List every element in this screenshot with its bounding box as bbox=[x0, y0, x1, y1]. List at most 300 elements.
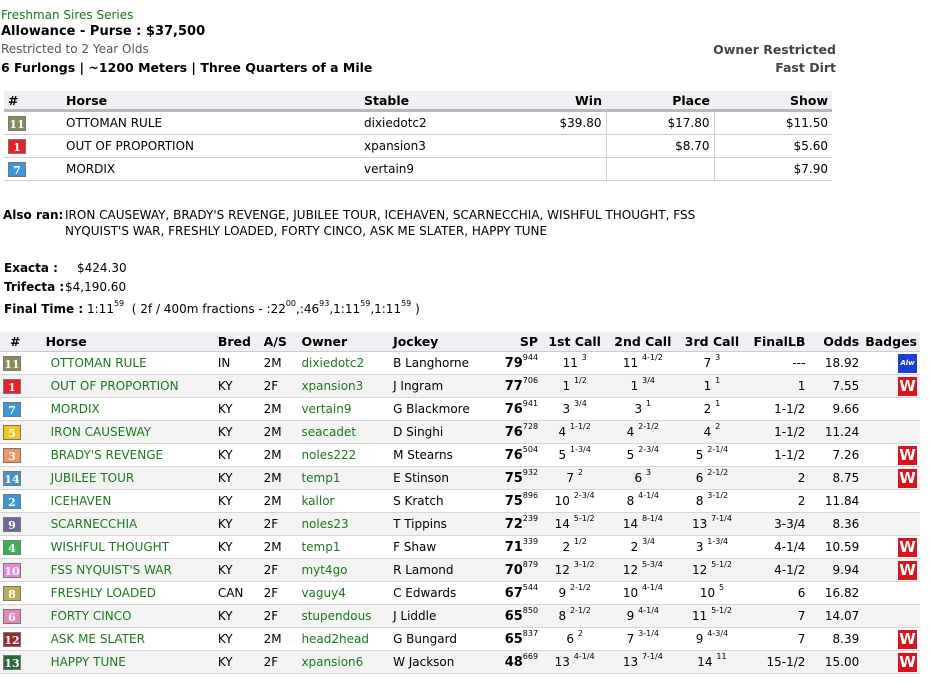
horse-bred: KY bbox=[215, 490, 261, 513]
fraction3: ,1:11 bbox=[329, 302, 361, 316]
third-call-place: 2 bbox=[703, 402, 712, 416]
post-position-badge: 8 bbox=[3, 586, 21, 601]
first-call-place: 2 bbox=[562, 540, 571, 554]
horse-age-sex: 2F bbox=[261, 651, 299, 674]
speed-points bbox=[493, 467, 541, 490]
chart-col-badges: Badges bbox=[862, 332, 920, 352]
winner-badge: W bbox=[899, 652, 916, 671]
third-call-position bbox=[677, 513, 746, 536]
badges-cell bbox=[862, 513, 920, 536]
second-call-position bbox=[608, 605, 677, 628]
chart-cell-pp bbox=[0, 536, 43, 559]
badges-cell bbox=[862, 605, 920, 628]
horse-name-link[interactable]: OUT OF PROPORTION bbox=[43, 375, 215, 398]
race-series-link[interactable]: Freshman Sires Series bbox=[1, 8, 134, 22]
first-call-place: 13 bbox=[554, 655, 570, 669]
second-call-place: 3 bbox=[634, 402, 643, 416]
horse-name-link[interactable]: SCARNECCHIA bbox=[43, 513, 215, 536]
second-call-place: 9 bbox=[626, 609, 635, 623]
horse-name-link[interactable]: FRESHLY LOADED bbox=[43, 582, 215, 605]
second-call-position bbox=[608, 490, 677, 513]
owner-name-link[interactable]: kallor bbox=[298, 490, 390, 513]
speed-points bbox=[493, 398, 541, 421]
first-call-lengths: 1-1/2 bbox=[569, 422, 591, 431]
chart-col-bred: Bred bbox=[215, 332, 261, 352]
post-position-badge: 4 bbox=[3, 540, 21, 555]
race-type: Allowance - Purse : $37,500 bbox=[1, 24, 206, 39]
badges-cell bbox=[862, 628, 920, 651]
winner-badge: W bbox=[899, 537, 916, 556]
owner-name-link[interactable]: dixiedotc2 bbox=[298, 352, 390, 375]
horse-name-link[interactable]: FORTY CINCO bbox=[43, 605, 215, 628]
also-ran-list-line1: IRON CAUSEWAY, BRADY'S REVENGE, JUBILEE TOUR, ICEHAVEN, SCARNECCHIA, WISHFUL THOUGHT, FSS bbox=[65, 208, 696, 222]
third-call-lengths: 2-1/2 bbox=[707, 468, 729, 477]
chart-col-3rd-call: 3rd Call bbox=[677, 332, 746, 352]
odds-value: 10.59 bbox=[808, 536, 862, 559]
odds-value: 18.92 bbox=[808, 352, 862, 375]
badges-cell bbox=[862, 421, 920, 444]
final-lengths-behind: 1-1/2 bbox=[747, 398, 809, 421]
fraction4: ,1:11 bbox=[370, 302, 402, 316]
chart-col-1st-call: 1st Call bbox=[541, 332, 608, 352]
horse-name-link[interactable]: JUBILEE TOUR bbox=[43, 467, 215, 490]
speed-points bbox=[493, 490, 541, 513]
third-call-lengths: 2 bbox=[715, 422, 721, 431]
third-call-lengths: 5 bbox=[718, 583, 725, 592]
owner-name-link[interactable]: temp1 bbox=[298, 467, 390, 490]
horse-age-sex: 2M bbox=[261, 628, 299, 651]
chart-cell-pp bbox=[0, 628, 43, 651]
speed-points-fraction: 239 bbox=[522, 513, 539, 523]
speed-points bbox=[493, 651, 541, 674]
third-call-place: 10 bbox=[699, 586, 716, 600]
results-place-payout: $8.70 bbox=[606, 135, 714, 158]
second-call-lengths: 4-1/4 bbox=[638, 606, 659, 615]
odds-value: 11.24 bbox=[808, 421, 862, 444]
jockey-name: S Kratch bbox=[390, 490, 493, 513]
third-call-lengths: 5-1/2 bbox=[711, 606, 732, 615]
second-call-position bbox=[608, 536, 677, 559]
odds-value: 8.36 bbox=[808, 513, 862, 536]
chart-col-odds: Odds bbox=[808, 332, 862, 352]
results-win-payout bbox=[508, 158, 606, 181]
horse-name-link[interactable]: FSS NYQUIST'S WAR bbox=[43, 559, 215, 582]
final-lengths-behind: 4-1/4 bbox=[747, 536, 809, 559]
trifecta-label: Trifecta : bbox=[4, 280, 65, 294]
second-call-position bbox=[608, 467, 677, 490]
speed-points-value: 76 bbox=[504, 401, 523, 417]
fraction2: ,:46 bbox=[296, 302, 320, 316]
second-call-place: 7 bbox=[626, 632, 635, 646]
chart-cell-pp bbox=[0, 398, 43, 421]
first-call-lengths: 3 bbox=[581, 353, 587, 362]
horse-name-link[interactable]: ICEHAVEN bbox=[43, 490, 215, 513]
owner-name-link[interactable]: head2head bbox=[298, 628, 390, 651]
second-call-place: 2 bbox=[630, 540, 639, 554]
chart-cell-pp bbox=[0, 651, 43, 674]
fractions-close: ) bbox=[415, 302, 420, 316]
chart-col-sp: SP bbox=[493, 332, 541, 352]
chart-row bbox=[0, 536, 920, 559]
second-call-lengths: 3/4 bbox=[642, 376, 655, 385]
speed-points bbox=[493, 444, 541, 467]
first-call-position bbox=[541, 605, 608, 628]
also-ran-label: Also ran: bbox=[3, 208, 64, 222]
post-position-badge: 1 bbox=[3, 379, 21, 394]
first-call-position bbox=[541, 628, 608, 651]
results-stable-name: vertain9 bbox=[360, 158, 508, 181]
second-call-lengths: 3-1/4 bbox=[638, 629, 659, 638]
speed-points bbox=[493, 536, 541, 559]
speed-points-fraction: 944 bbox=[522, 352, 539, 362]
chart-cell-pp bbox=[0, 467, 43, 490]
chart-row bbox=[0, 513, 920, 536]
first-call-place: 10 bbox=[554, 494, 570, 508]
first-call-position bbox=[541, 444, 608, 467]
third-call-position bbox=[677, 536, 746, 559]
chart-cell-pp bbox=[0, 513, 43, 536]
final-time-hundredths: 59 bbox=[113, 299, 125, 308]
third-call-place: 5 bbox=[695, 448, 704, 462]
chart-row bbox=[0, 490, 920, 513]
post-position-badge: 11 bbox=[9, 117, 25, 131]
speed-points bbox=[493, 375, 541, 398]
third-call-position bbox=[677, 352, 746, 375]
fraction1-hundredths: 00 bbox=[285, 299, 297, 308]
third-call-lengths: 1 bbox=[715, 376, 721, 385]
first-call-lengths: 3-1/2 bbox=[573, 560, 595, 569]
odds-value: 9.94 bbox=[808, 559, 862, 582]
chart-row bbox=[0, 467, 920, 490]
horse-age-sex: 2M bbox=[261, 352, 299, 375]
speed-points bbox=[493, 559, 541, 582]
winner-badge: W bbox=[899, 629, 916, 648]
horse-bred: KY bbox=[215, 398, 261, 421]
chart-cell-pp bbox=[0, 605, 43, 628]
post-position-badge: 7 bbox=[3, 402, 21, 417]
second-call-position bbox=[608, 444, 677, 467]
post-position-badge: 12 bbox=[4, 633, 20, 647]
second-call-place: 4 bbox=[626, 425, 635, 439]
speed-points-fraction: 932 bbox=[522, 467, 539, 477]
third-call-position bbox=[677, 444, 746, 467]
winner-badge: W bbox=[899, 560, 916, 579]
owner-name-link[interactable]: xpansion3 bbox=[298, 375, 390, 398]
horse-age-sex: 2F bbox=[261, 375, 299, 398]
speed-points-fraction: 850 bbox=[522, 605, 539, 615]
third-call-lengths: 2-1/4 bbox=[707, 445, 729, 454]
odds-value: 8.75 bbox=[808, 467, 862, 490]
chart-header-row bbox=[0, 332, 920, 352]
third-call-position bbox=[677, 490, 746, 513]
results-show-payout: $5.60 bbox=[714, 135, 832, 158]
third-call-place: 14 bbox=[697, 655, 713, 669]
results-horse-name: MORDIX bbox=[62, 158, 360, 181]
third-call-place: 12 bbox=[691, 563, 708, 577]
horse-name-link[interactable]: IRON CAUSEWAY bbox=[43, 421, 215, 444]
results-place-payout: $17.80 bbox=[606, 111, 714, 135]
third-call-place: 4 bbox=[703, 425, 712, 439]
results-place-payout bbox=[606, 158, 714, 181]
results-stable-name: xpansion3 bbox=[360, 135, 508, 158]
final-lengths-behind: 7 bbox=[747, 605, 809, 628]
final-lengths-behind: 6 bbox=[747, 582, 809, 605]
horse-name-link[interactable]: BRADY'S REVENGE bbox=[43, 444, 215, 467]
horse-name-link[interactable]: WISHFUL THOUGHT bbox=[43, 536, 215, 559]
owner-name-link[interactable]: noles222 bbox=[298, 444, 390, 467]
first-call-lengths: 1/2 bbox=[573, 376, 587, 385]
winner-badge: W bbox=[899, 468, 916, 487]
first-call-place: 11 bbox=[562, 356, 578, 370]
jockey-name: B Langhorne bbox=[390, 352, 493, 375]
results-row bbox=[4, 158, 832, 181]
owner-name-link[interactable]: vertain9 bbox=[298, 398, 390, 421]
also-ran-list-line2: NYQUIST'S WAR, FRESHLY LOADED, FORTY CINCO, ASK ME SLATER, HAPPY TUNE bbox=[65, 224, 548, 238]
second-call-position bbox=[608, 628, 677, 651]
first-call-place: 8 bbox=[558, 609, 567, 623]
first-call-position bbox=[541, 467, 608, 490]
badges-cell bbox=[862, 490, 920, 513]
speed-points-fraction: 339 bbox=[522, 536, 539, 546]
results-col-win: Win bbox=[508, 91, 606, 111]
second-call-lengths: 3 bbox=[646, 468, 652, 477]
jockey-name: W Jackson bbox=[390, 651, 493, 674]
horse-bred: KY bbox=[215, 651, 261, 674]
jockey-name: J Liddle bbox=[390, 605, 493, 628]
post-position-badge: 9 bbox=[3, 517, 21, 532]
post-position-badge: 10 bbox=[4, 564, 20, 578]
owner-name-link[interactable]: seacadet bbox=[298, 421, 390, 444]
chart-cell-pp bbox=[0, 490, 43, 513]
horse-age-sex: 2M bbox=[261, 536, 299, 559]
race-restriction: Restricted to 2 Year Olds bbox=[1, 42, 149, 56]
horse-name-link[interactable]: HAPPY TUNE bbox=[43, 651, 215, 674]
results-horse-name: OTTOMAN RULE bbox=[62, 111, 360, 135]
winner-badge: W bbox=[899, 376, 916, 395]
final-lengths-behind: 15-1/2 bbox=[747, 651, 809, 674]
badges-cell bbox=[862, 651, 920, 674]
third-call-place: 1 bbox=[703, 379, 712, 393]
first-call-lengths: 3/4 bbox=[573, 399, 587, 408]
results-table bbox=[4, 91, 832, 181]
first-call-lengths: 2 bbox=[577, 629, 583, 638]
second-call-position bbox=[608, 582, 677, 605]
jockey-name: F Shaw bbox=[390, 536, 493, 559]
jockey-name: M Stearns bbox=[390, 444, 493, 467]
chart-col-finallb: FinalLB bbox=[747, 332, 809, 352]
third-call-place: 13 bbox=[691, 517, 708, 531]
horse-age-sex: 2M bbox=[261, 444, 299, 467]
first-call-position bbox=[541, 559, 608, 582]
third-call-position bbox=[677, 628, 746, 651]
final-lengths-behind: 7 bbox=[747, 628, 809, 651]
second-call-lengths: 4-1/4 bbox=[638, 491, 659, 500]
horse-age-sex: 2M bbox=[261, 398, 299, 421]
post-position-badge: 3 bbox=[3, 448, 21, 463]
results-show-payout: $7.90 bbox=[714, 158, 832, 181]
second-call-place: 8 bbox=[626, 494, 635, 508]
third-call-lengths: 1 bbox=[715, 399, 721, 408]
speed-points-fraction: 669 bbox=[522, 651, 539, 661]
jockey-name: D Singhi bbox=[390, 421, 493, 444]
chart-row bbox=[0, 352, 920, 375]
chart-row bbox=[0, 628, 920, 651]
owner-name-link[interactable]: temp1 bbox=[298, 536, 390, 559]
post-position-badge: 6 bbox=[3, 609, 21, 624]
results-col-horse: Horse bbox=[62, 91, 360, 111]
third-call-lengths: 3-1/2 bbox=[707, 491, 729, 500]
post-position-badge: 7 bbox=[8, 162, 26, 177]
second-call-lengths: 8-1/4 bbox=[641, 514, 663, 523]
first-call-lengths: 2-3/4 bbox=[573, 491, 595, 500]
chart-cell-pp bbox=[0, 559, 43, 582]
speed-points-value: 75 bbox=[504, 493, 523, 509]
first-call-position bbox=[541, 352, 608, 375]
third-call-position bbox=[677, 398, 746, 421]
results-cell-pp bbox=[4, 111, 62, 135]
chart-cell-pp bbox=[0, 444, 43, 467]
first-call-position bbox=[541, 651, 608, 674]
speed-points-value: 65 bbox=[504, 608, 523, 624]
badges-cell bbox=[862, 375, 920, 398]
final-time-value: 1:11 bbox=[87, 302, 114, 316]
fraction4-hundredths: 59 bbox=[401, 299, 412, 308]
speed-points-fraction: 728 bbox=[522, 421, 539, 431]
third-call-lengths: 1-3/4 bbox=[707, 537, 729, 546]
speed-points-value: 75 bbox=[504, 470, 523, 486]
post-position-badge: 14 bbox=[4, 472, 20, 486]
results-col-show: Show bbox=[714, 91, 832, 111]
first-call-position bbox=[541, 421, 608, 444]
post-position-badge: 2 bbox=[3, 494, 21, 509]
odds-value: 11.84 bbox=[808, 490, 862, 513]
odds-value: 15.00 bbox=[808, 651, 862, 674]
fraction3-hundredths: 59 bbox=[360, 299, 371, 308]
owner-name-link[interactable]: stupendous bbox=[298, 605, 390, 628]
chart-row bbox=[0, 605, 920, 628]
horse-bred: KY bbox=[215, 513, 261, 536]
third-call-position bbox=[677, 375, 746, 398]
chart-row bbox=[0, 398, 920, 421]
horse-name-link[interactable]: MORDIX bbox=[43, 398, 215, 421]
second-call-lengths: 5-3/4 bbox=[641, 560, 663, 569]
jockey-name: T Tippins bbox=[390, 513, 493, 536]
speed-points bbox=[493, 628, 541, 651]
fraction2-hundredths: 93 bbox=[319, 299, 330, 308]
chart-col-as: A/S bbox=[261, 332, 299, 352]
trifecta-value: $4,190.60 bbox=[65, 280, 127, 294]
second-call-place: 1 bbox=[630, 379, 639, 393]
badges-cell bbox=[862, 467, 920, 490]
post-position-badge: 11 bbox=[4, 357, 20, 371]
odds-value: 16.82 bbox=[808, 582, 862, 605]
jockey-name: C Edwards bbox=[390, 582, 493, 605]
fractions-prefix: ( 2f / 400m fractions - :22 bbox=[131, 302, 286, 316]
final-time-label: Final Time : bbox=[4, 302, 84, 316]
second-call-place: 14 bbox=[622, 517, 639, 531]
horse-bred: KY bbox=[215, 628, 261, 651]
badges-cell bbox=[862, 559, 920, 582]
speed-points-fraction: 504 bbox=[522, 444, 539, 454]
chart-cell-pp bbox=[0, 352, 43, 375]
chart-col-owner: Owner bbox=[298, 332, 390, 352]
horse-bred: KY bbox=[215, 467, 261, 490]
second-call-place: 6 bbox=[634, 471, 643, 485]
final-lengths-behind: 1 bbox=[747, 375, 809, 398]
third-call-position bbox=[677, 467, 746, 490]
horse-name-link[interactable]: OTTOMAN RULE bbox=[43, 352, 215, 375]
speed-points-value: 72 bbox=[504, 516, 523, 532]
results-cell-pp bbox=[4, 135, 62, 158]
horse-name-link[interactable]: ASK ME SLATER bbox=[43, 628, 215, 651]
first-call-place: 9 bbox=[558, 586, 567, 600]
speed-points-value: 48 bbox=[504, 654, 523, 670]
odds-value: 7.55 bbox=[808, 375, 862, 398]
final-lengths-behind: 4-1/2 bbox=[747, 559, 809, 582]
first-call-place: 7 bbox=[566, 471, 575, 485]
third-call-position bbox=[677, 605, 746, 628]
second-call-place: 11 bbox=[622, 356, 639, 370]
speed-points-value: 76 bbox=[504, 447, 523, 463]
exacta-label: Exacta : bbox=[4, 261, 58, 275]
owner-name-link[interactable]: vaguy4 bbox=[298, 582, 390, 605]
track-surface: Fast Dirt bbox=[775, 60, 836, 75]
first-call-lengths: 1/2 bbox=[573, 537, 587, 546]
second-call-position bbox=[608, 375, 677, 398]
third-call-lengths: 11 bbox=[716, 652, 727, 661]
results-cell-pp bbox=[4, 158, 62, 181]
chart-cell-pp bbox=[0, 582, 43, 605]
second-call-position bbox=[608, 421, 677, 444]
second-call-lengths: 1 bbox=[646, 399, 652, 408]
chart-cell-pp bbox=[0, 421, 43, 444]
first-call-lengths: 1-3/4 bbox=[569, 445, 591, 454]
first-call-lengths: 4-1/4 bbox=[573, 652, 595, 661]
third-call-place: 6 bbox=[695, 471, 704, 485]
chart-row bbox=[0, 582, 920, 605]
horse-age-sex: 2M bbox=[261, 490, 299, 513]
odds-value: 8.39 bbox=[808, 628, 862, 651]
first-call-lengths: 2-1/2 bbox=[569, 583, 591, 592]
jockey-name: E Stinson bbox=[390, 467, 493, 490]
horse-bred: KY bbox=[215, 536, 261, 559]
speed-points-fraction: 879 bbox=[522, 559, 539, 569]
horse-bred: CAN bbox=[215, 582, 261, 605]
first-call-lengths: 2-1/2 bbox=[569, 606, 591, 615]
owner-name-link[interactable]: myt4go bbox=[298, 559, 390, 582]
exacta-value: $424.30 bbox=[77, 261, 127, 275]
third-call-position bbox=[677, 651, 746, 674]
horse-age-sex: 2F bbox=[261, 582, 299, 605]
second-call-position bbox=[608, 398, 677, 421]
owner-name-link[interactable]: noles23 bbox=[298, 513, 390, 536]
horse-bred: KY bbox=[215, 559, 261, 582]
chart-cell-pp bbox=[0, 375, 43, 398]
race-distance: 6 Furlongs | ~1200 Meters | Three Quarters of a Mile bbox=[1, 60, 373, 75]
owner-restricted-label: Owner Restricted bbox=[713, 42, 836, 57]
third-call-lengths: 7-1/4 bbox=[711, 514, 732, 523]
horse-age-sex: 2F bbox=[261, 513, 299, 536]
chart-row bbox=[0, 375, 920, 398]
first-call-place: 4 bbox=[558, 425, 567, 439]
third-call-position bbox=[677, 421, 746, 444]
chart-col-jockey: Jockey bbox=[390, 332, 493, 352]
owner-name-link[interactable]: xpansion6 bbox=[298, 651, 390, 674]
horse-age-sex: 2F bbox=[261, 605, 299, 628]
first-call-position bbox=[541, 490, 608, 513]
results-show-payout: $11.50 bbox=[714, 111, 832, 135]
badges-cell bbox=[862, 398, 920, 421]
